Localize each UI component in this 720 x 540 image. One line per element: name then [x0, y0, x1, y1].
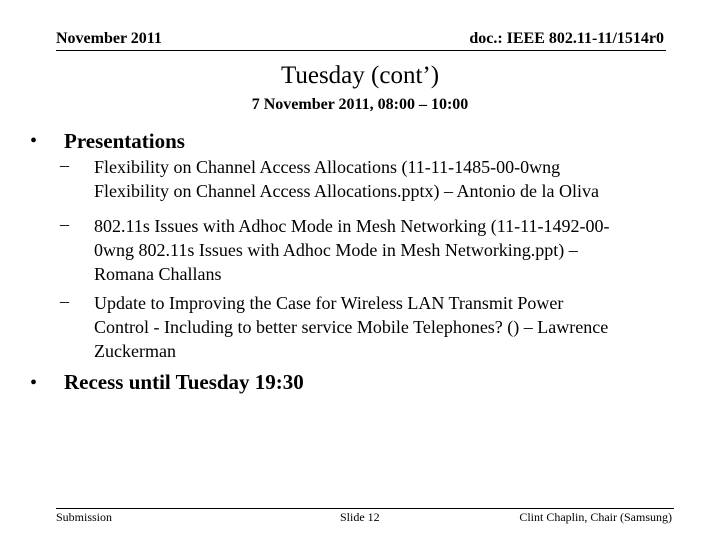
- sub-item-line: Flexibility on Channel Access Allocations.pptx) – Antonio de la Oliva: [94, 181, 599, 201]
- slide-title: Tuesday (cont’): [280, 62, 440, 89]
- bullet-marker: •: [30, 372, 38, 394]
- footer-slide-number: Slide 12: [340, 510, 380, 524]
- sub-item-1: [94, 155, 694, 203]
- bullet-marker: •: [30, 130, 38, 152]
- sub-item-line: 802.11s Issues with Adhoc Mode in Mesh Networking (11-11-1492-00-: [94, 216, 610, 236]
- sub-item-line: Update to Improving the Case for Wireless LAN Transmit Power: [94, 293, 564, 313]
- bullet-recess: Recess until Tuesday 19:30: [64, 370, 304, 394]
- sub-item-line: Flexibility on Channel Access Allocations (11-11-1485-00-0wng: [94, 157, 561, 177]
- header-doc-id: doc.: IEEE 802.11-11/1514r0: [469, 30, 664, 47]
- sub-item-2: [94, 214, 694, 286]
- sub-item-line: 0wng 802.11s Issues with Adhoc Mode in Mesh Networking.ppt) –: [94, 240, 578, 260]
- slide-subtitle: 7 November 2011, 08:00 – 10:00: [251, 96, 469, 113]
- sub-dash: –: [60, 214, 69, 234]
- footer-submission: Submission: [56, 510, 113, 524]
- sub-dash: –: [60, 291, 69, 311]
- sub-dash: –: [60, 155, 69, 175]
- bullet-presentations: Presentations: [64, 129, 185, 153]
- sub-item-3: [94, 291, 694, 363]
- footer-author: Clint Chaplin, Chair (Samsung): [519, 510, 672, 524]
- sub-item-line: Control - Including to better service Mobile Telephones? () – Lawrence: [94, 317, 609, 337]
- header-date: November 2011: [56, 30, 162, 47]
- sub-item-line: Romana Challans: [94, 264, 222, 284]
- header-rule: [56, 50, 666, 51]
- footer-rule: [56, 508, 674, 509]
- sub-item-line: Zuckerman: [94, 341, 176, 361]
